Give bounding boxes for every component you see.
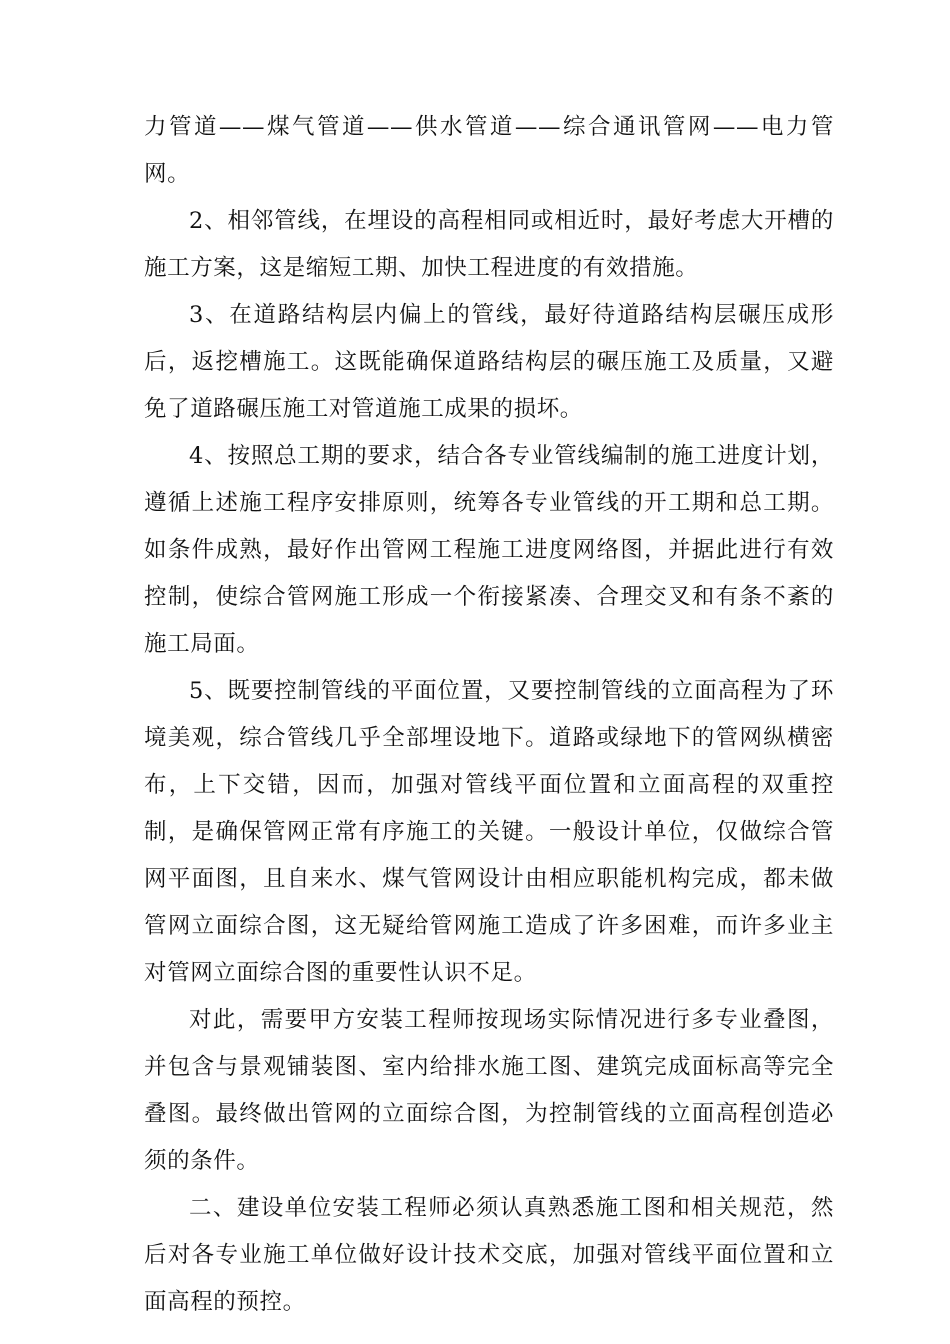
paragraph-continuation: 力管道——煤气管道——供水管道——综合通讯管网——电力管网。 [144, 114, 834, 187]
paragraph-item-3: 3、在道路结构层内偏上的管线，最好待道路结构层碾压成形后，返挖槽施工。这既能确保道路结构层的碾压施工及质量，又避免了道路碾压施工对管道施工成果的损坏。 [144, 302, 834, 422]
paragraph-item-5: 5、既要控制管线的平面位置，又要控制管线的立面高程为了环境美观，综合管线几乎全部埋设地下。道路或绿地下的管网纵横密布，上下交错，因而，加强对管线平面位置和立面高程的双重控制，是确保管网正常有序施工的关键。一般设计单位，仅做综合管网平面图，且自来水、煤气管网设计由相应职能机构完成，都未做管网立面综合图，这无疑给管网施工造成了许多困难，而许多业主对管网立面综合图的重要性认识不足。 [144, 678, 834, 986]
paragraph-item-4: 4、按照总工期的要求，结合各专业管线编制的施工进度计划，遵循上述施工程序安排原则，统筹各专业管线的开工期和总工期。如条件成熟，最好作出管网工程施工进度网络图，并据此进行有效控制，使综合管网施工形成一个衔接紧凑、合理交叉和有条不紊的施工局面。 [144, 443, 834, 657]
document-body [144, 104, 834, 1326]
paragraph-item-2: 2、相邻管线，在埋设的高程相同或相近时，最好考虑大开槽的施工方案，这是缩短工期、加快工程进度的有效措施。 [144, 208, 834, 281]
paragraph-section-two: 二、建设单位安装工程师必须认真熟悉施工图和相关规范，然后对各专业施工单位做好设计技术交底，加强对管线平面位置和立面高程的预控。 [144, 1195, 834, 1315]
paragraph-overlay-drawings: 对此，需要甲方安装工程师按现场实际情况进行多专业叠图，并包含与景观铺装图、室内给排水施工图、建筑完成面标高等完全叠图。最终做出管网的立面综合图，为控制管线的立面高程创造必须的条件。 [144, 1007, 834, 1174]
